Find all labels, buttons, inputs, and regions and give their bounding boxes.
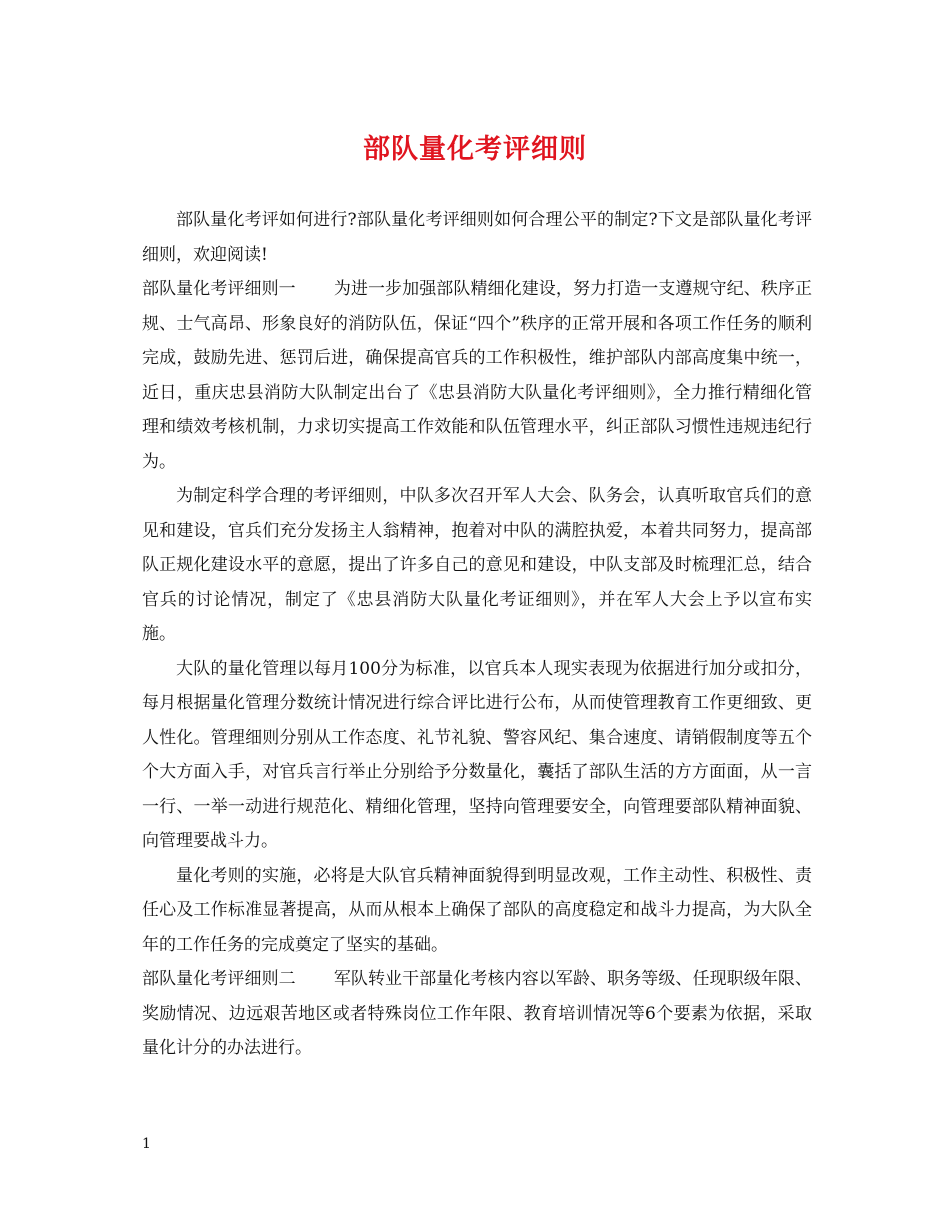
section-heading: 部队量化考评细则二 [142, 969, 296, 989]
paragraph-text: 量化考则的实施，必将是大队官兵精神面貌得到明显改观，工作主动性、积极性、责任心及工作标准显著提高，从而从根本上确保了部队的高度稳定和战斗力提高，为大队全年的工作任务的完成奠定了坚实的基础。 [142, 865, 812, 955]
paragraph-text: 为制定科学合理的考评细则，中队多次召开军人大会、队务会，认真听取官兵们的意见和建设，官兵们充分发扬主人翁精神，抱着对中队的满腔执爱，本着共同努力，提高部队正规化建设水平的意愿，提出了许多自己的意见和建设，中队支部及时梳理汇总，结合官兵的讨论情况，制定了《忠县消防大队量化考证细则》，并在军人大会上予以宣布实施。 [142, 486, 812, 644]
section-two-paragraph [142, 962, 812, 1066]
paragraph-text: 大队的量化管理以每月100分为标准，以官兵本人现实表现为依据进行加分或扣分，每月根据量化管理分数统计情况进行综合评比进行公布，从而使管理教育工作更细致、更人性化。管理细则分别从工作态度、礼节礼貌、警容风纪、集合速度、请销假制度等五个个大方面入手，对官兵言行举止分别给予分数量化，囊括了部队生活的方方面面，从一言一行、一举一动进行规范化、精细化管理，坚持向管理要安全，向管理要部队精神面貌、向管理要战斗力。 [142, 658, 812, 851]
intro-paragraph [142, 203, 812, 272]
paragraph-text: 为进一步加强部队精细化建设，努力打造一支遵规守纪、秩序正规、士气高昂、形象良好的消防队伍，保证“四个”秩序的正常开展和各项工作任务的顺利完成，鼓励先进、惩罚后进，确保提高官兵的工作积极性，维护部队内部高度集中统一，近日，重庆忠县消防大队制定出台了《忠县消防大队量化考评细则》，全力推行精细化管理和绩效考核机制，力求切实提高工作效能和队伍管理水平，纠正部队习惯性违规违纪行为。 [142, 279, 813, 472]
document-body [142, 203, 812, 1066]
paragraph-text: 部队量化考评如何进行?部队量化考评细则如何合理公平的制定?下文是部队量化考评细则，欢迎阅读! [142, 210, 812, 265]
paragraph-text: 军队转业干部量化考核内容以军龄、职务等级、任现职级年限、奖励情况、边远艰苦地区或者特殊岗位工作年限、教育培训情况等6个要素为依据，采取量化计分的办法进行。 [142, 969, 813, 1058]
body-paragraph [142, 652, 812, 859]
section-one-paragraph [142, 272, 812, 479]
body-paragraph [142, 479, 812, 652]
document-title: 部队量化考评细则 [363, 134, 587, 165]
body-paragraph [142, 859, 812, 963]
page-number: 1 [142, 1136, 151, 1152]
section-heading: 部队量化考评细则一 [142, 279, 296, 299]
